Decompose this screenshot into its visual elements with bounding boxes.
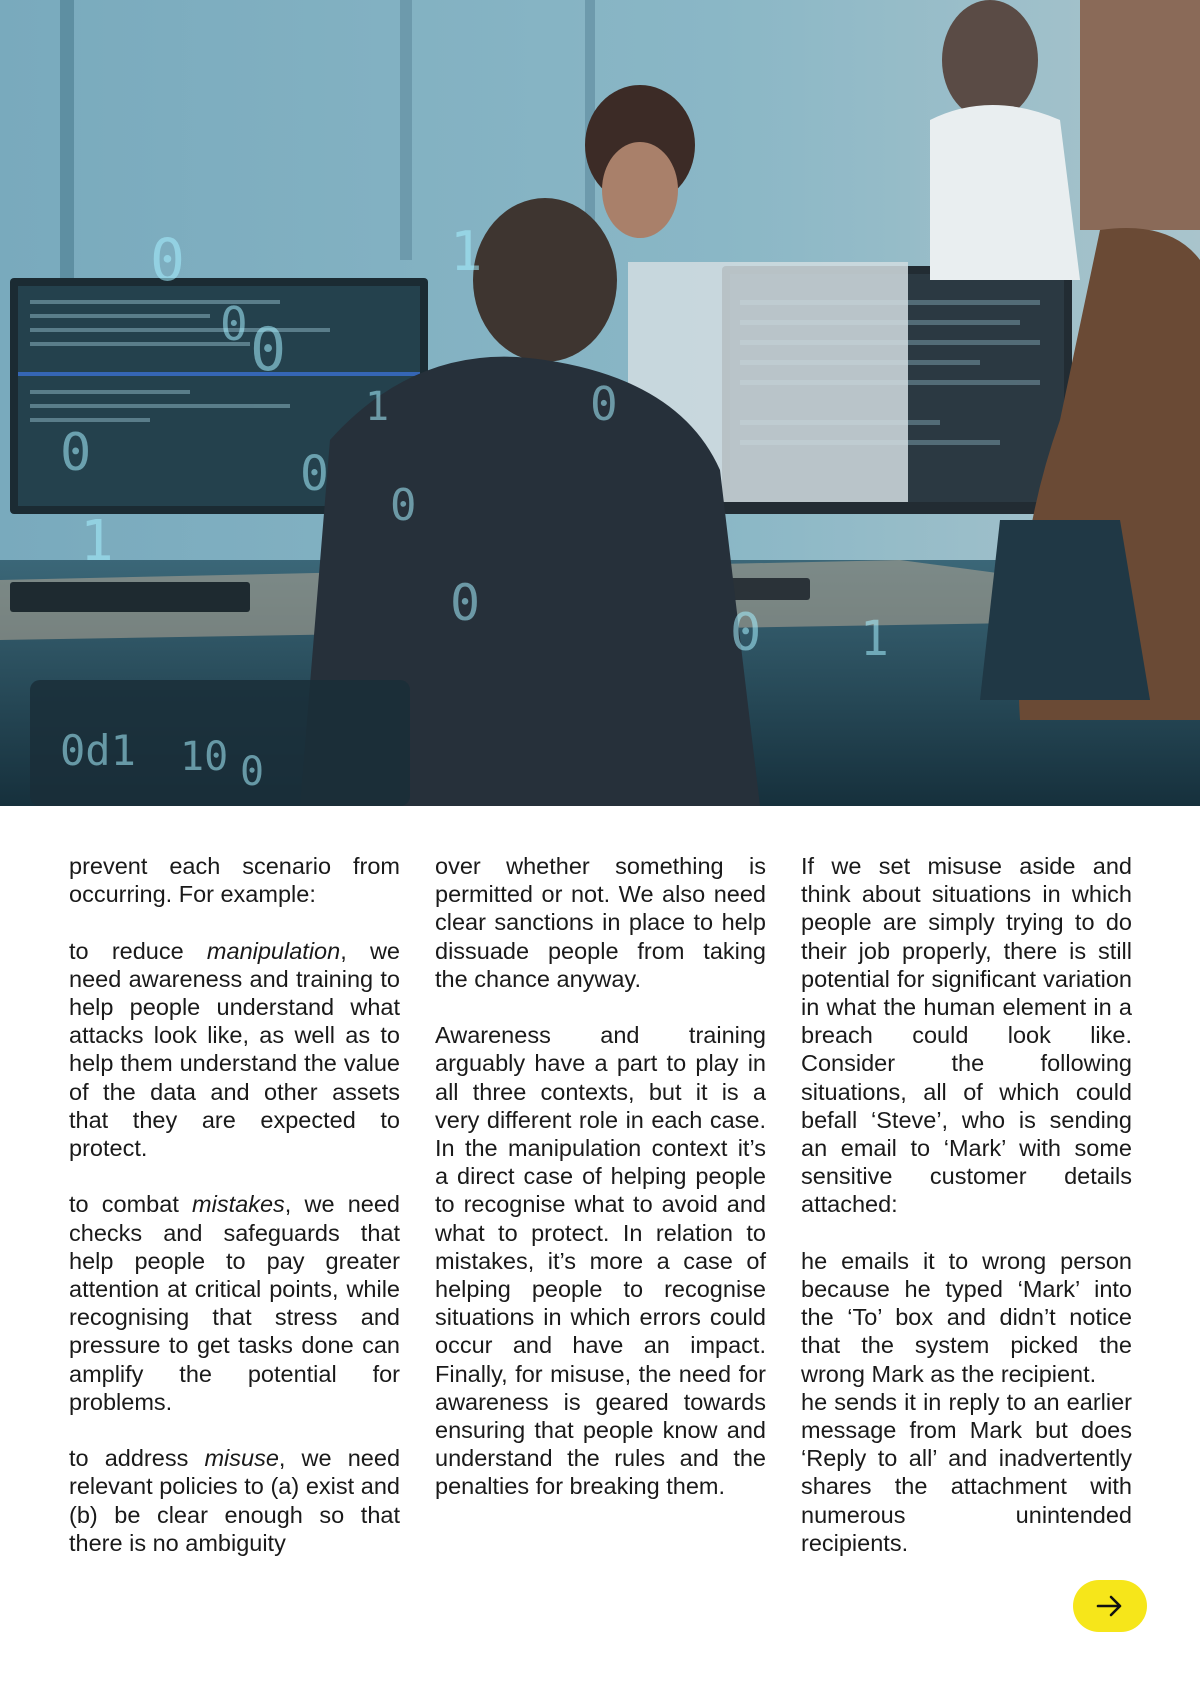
paragraph: he emails it to wrong person because he typed ‘Mark’ into the ‘To’ box and didn’t notice that the system picked the wrong Mark as the recipient.: [801, 1247, 1132, 1387]
svg-text:1: 1: [450, 220, 483, 283]
text-span: to reduce: [69, 937, 207, 964]
svg-text:0: 0: [220, 297, 248, 351]
paragraph: Awareness and training arguably have a part to play in all three contexts, but it is a very different role in each case. In the manipulation context it’s a direct case of helping people to recognise what to avoid and what to protect. In relation to mistakes, it’s more a case of helping people to recognise situations in which errors could occur and have an impact. Finally, for misuse, the need for awareness is geared towards ensuring that people know and understand the rules and the penalties for breaking them.: [435, 1022, 766, 1500]
svg-text:0: 0: [60, 423, 92, 483]
paragraph: over whether something is permitted or not. We also need clear sanctions in place to help dissuade people from taking the chance anyway.: [435, 853, 766, 992]
emphasis: manipulation: [206, 937, 341, 964]
svg-text:1: 1: [860, 611, 889, 667]
paragraph: If we set misuse aside and think about situations in which people are simply trying to do their job properly, there is still potential for significant variation in what the human element in a breach could look like. Consider the following situations, all of which could befall ‘Steve’, who is sending an email to ‘Mark’ with some sensitive customer details attached:: [801, 853, 1132, 1218]
paragraph: he sends it in reply to an earlier message from Mark but does ‘Reply to all’ and inadvertently shares the attachment with numerous unintended recipients.: [801, 1388, 1132, 1556]
next-page-button[interactable]: [1073, 1580, 1147, 1632]
paragraph: prevent each scenario from occurring. For example:: [69, 853, 400, 908]
emphasis: mistakes: [192, 1191, 285, 1218]
svg-text:10: 10: [180, 734, 229, 780]
svg-text:0: 0: [240, 749, 265, 795]
svg-text:0d1: 0d1: [60, 726, 136, 775]
hero-photo: [0, 0, 1200, 806]
text-span: to combat: [69, 1191, 193, 1218]
paragraph-mistakes: [69, 1190, 400, 1416]
text-span: to address: [69, 1445, 205, 1472]
svg-text:0: 0: [730, 603, 762, 663]
hero-illustration: [0, 0, 1200, 806]
svg-text:0: 0: [590, 377, 618, 431]
svg-text:0: 0: [390, 480, 417, 531]
svg-text:0: 0: [150, 226, 185, 294]
text-span: , we need awareness and training to help people understand what attacks look like, as well as to help them understand the value of the data and other assets that they are expected to protect.: [69, 937, 400, 1162]
text-column-1: [69, 852, 400, 1557]
svg-text:0: 0: [300, 446, 329, 502]
text-column-2: [435, 852, 766, 1501]
emphasis: misuse: [204, 1445, 279, 1472]
text-column-3: [801, 852, 1132, 1557]
svg-text:0: 0: [450, 574, 481, 632]
arrow-right-icon: [1096, 1594, 1124, 1618]
svg-text:0: 0: [250, 315, 287, 385]
paragraph-misuse: [69, 1444, 400, 1557]
paragraph-manipulation: [69, 937, 400, 1163]
text-span: , we need checks and safeguards that help people to pay greater attention at critical points, while recognising that stress and pressure to get tasks done can amplify the potential for problems.: [69, 1191, 400, 1415]
svg-text:1: 1: [80, 509, 114, 574]
text-span: , we need relevant policies to (a) exist and (b) be clear enough so that there is no ambiguity: [69, 1445, 401, 1556]
svg-text:1: 1: [365, 384, 390, 430]
article-columns: [69, 852, 1132, 1572]
